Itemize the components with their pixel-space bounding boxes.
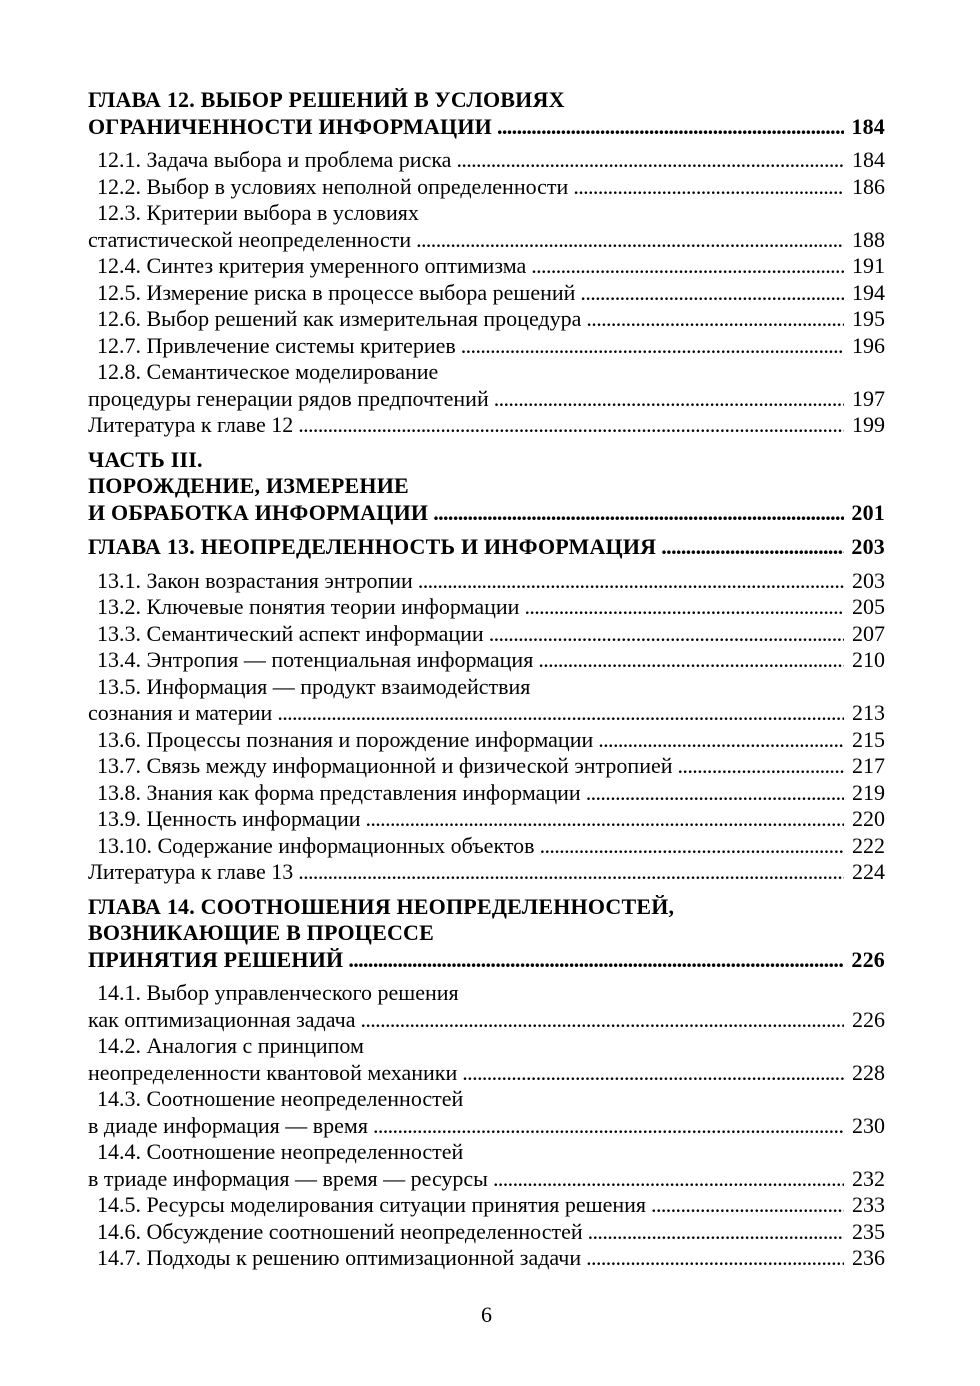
toc-line xyxy=(88,806,885,833)
toc-entry xyxy=(88,859,885,886)
toc-entry xyxy=(88,1192,885,1219)
toc-line-text: 13.4. Энтропия — потенциальная информация xyxy=(97,647,534,672)
toc-line xyxy=(88,1113,885,1140)
toc-page-number: 230 xyxy=(852,1112,885,1138)
toc-line xyxy=(88,1192,885,1219)
dot-leader xyxy=(524,594,844,621)
toc-line xyxy=(88,200,885,227)
toc-line-text: 13.8. Знания как форма представления информации xyxy=(97,779,581,805)
toc-line xyxy=(88,859,885,886)
toc-line-text: 13.2. Ключевые понятия теории информации xyxy=(97,594,520,619)
toc-page-number: 222 xyxy=(852,832,885,858)
toc-line-text: ПРИНЯТИЯ РЕШЕНИЙ xyxy=(88,946,344,972)
dot-leader xyxy=(538,647,844,674)
toc-page-number: 186 xyxy=(852,173,885,199)
toc-line-text: 14.6. Обсуждение соотношений неопределенностей xyxy=(97,1218,583,1244)
toc-line xyxy=(88,647,885,674)
toc-line xyxy=(88,534,885,561)
toc-line-text: ГЛАВА 13. НЕОПРЕДЕЛЕННОСТЬ И ИНФОРМАЦИЯ xyxy=(88,534,657,559)
toc-chapter-heading xyxy=(88,894,885,974)
dot-leader xyxy=(298,859,844,886)
toc-line xyxy=(88,920,885,947)
toc-entry xyxy=(88,753,885,780)
dot-leader xyxy=(661,534,844,561)
dot-leader xyxy=(598,727,844,754)
toc xyxy=(88,87,885,1272)
toc-line-text: неопределенности квантовой механики xyxy=(88,1059,458,1085)
toc-line xyxy=(88,947,885,974)
dot-leader xyxy=(456,147,844,174)
dot-leader xyxy=(497,114,844,141)
toc-line xyxy=(88,1139,885,1166)
toc-line-text: ЧАСТЬ III. xyxy=(88,446,203,472)
toc-line xyxy=(88,473,885,500)
toc-page-number: 226 xyxy=(852,1006,885,1032)
toc-line-text: ПОРОЖДЕНИЕ, ИЗМЕРЕНИЕ xyxy=(88,473,409,498)
dot-leader xyxy=(586,780,844,807)
toc-line-text: процедуры генерации рядов предпочтений xyxy=(88,385,489,411)
toc-line-text: ГЛАВА 12. ВЫБОР РЕШЕНИЙ В УСЛОВИЯХ xyxy=(88,87,565,112)
toc-line xyxy=(88,412,885,439)
dot-leader xyxy=(433,500,844,527)
dot-leader xyxy=(489,621,844,648)
toc-page-number: 232 xyxy=(852,1165,885,1191)
toc-chapter-heading xyxy=(88,534,885,561)
toc-line-text: 13.3. Семантический аспект информации xyxy=(97,620,484,646)
toc-entry xyxy=(88,647,885,674)
toc-entry xyxy=(88,280,885,307)
toc-page-number: 195 xyxy=(852,306,885,331)
toc-line xyxy=(88,727,885,754)
toc-page-number: 191 xyxy=(852,253,885,278)
toc-line xyxy=(88,1166,885,1193)
toc-page-number: 228 xyxy=(852,1059,885,1085)
toc-line-text: в триаде информация — время — ресурсы xyxy=(88,1165,488,1191)
toc-entry xyxy=(88,200,885,253)
toc-line-text: 13.7. Связь между информационной и физической энтропией xyxy=(97,753,673,778)
toc-line-text: 13.9. Ценность информации xyxy=(97,806,361,831)
toc-entry xyxy=(88,412,885,439)
toc-line xyxy=(88,306,885,333)
dot-leader xyxy=(588,1219,844,1246)
toc-entry xyxy=(88,306,885,333)
toc-page-number: 233 xyxy=(852,1192,885,1217)
dot-leader xyxy=(277,700,844,727)
toc-line-text: ВОЗНИКАЮЩИЕ В ПРОЦЕССЕ xyxy=(88,920,435,945)
toc-line xyxy=(88,333,885,360)
dot-leader xyxy=(298,412,844,439)
toc-entry xyxy=(88,594,885,621)
dot-leader xyxy=(531,253,844,280)
toc-line xyxy=(88,568,885,595)
toc-entry xyxy=(88,1139,885,1192)
toc-line-text: И ОБРАБОТКА ИНФОРМАЦИИ xyxy=(88,499,429,525)
toc-line-text: 13.1. Закон возрастания энтропии xyxy=(97,567,413,593)
toc-entry xyxy=(88,1086,885,1139)
toc-entry xyxy=(88,727,885,754)
toc-line-text: 12.7. Привлечение системы критериев xyxy=(97,332,456,358)
toc-line xyxy=(88,1245,885,1272)
toc-line-text: 14.7. Подходы к решению оптимизационной задачи xyxy=(97,1245,582,1270)
toc-page-number: 226 xyxy=(851,946,885,972)
dot-leader xyxy=(462,1060,844,1087)
toc-line xyxy=(88,147,885,174)
toc-page-number: 213 xyxy=(852,700,885,725)
toc-line xyxy=(88,780,885,807)
toc-line-text: 14.4. Соотношение неопределенностей xyxy=(97,1139,464,1164)
dot-leader xyxy=(348,947,844,974)
page-footer-number: 6 xyxy=(481,1301,492,1327)
toc-line-text: ГЛАВА 14. СООТНОШЕНИЯ НЕОПРЕДЕЛЕННОСТЕЙ, xyxy=(88,893,675,919)
toc-line-text: 13.6. Процессы познания и порождение информации xyxy=(97,726,594,752)
toc-line-text: 13.10. Содержание информационных объектов xyxy=(97,832,535,858)
toc-entry xyxy=(88,806,885,833)
toc-chapter-heading xyxy=(88,87,885,140)
toc-line xyxy=(88,1033,885,1060)
toc-page-number: 201 xyxy=(851,499,885,525)
toc-line-text: Литература к главе 13 xyxy=(88,859,294,884)
toc-page-number: 203 xyxy=(852,567,885,593)
toc-line xyxy=(88,1219,885,1246)
dot-leader xyxy=(418,568,844,595)
toc-line-text: как оптимизационная задача xyxy=(88,1006,356,1032)
toc-line xyxy=(88,227,885,254)
toc-page-number: 207 xyxy=(852,620,885,646)
toc-page-number: 210 xyxy=(852,647,885,672)
toc-page-number: 196 xyxy=(852,332,885,358)
toc-entry xyxy=(88,568,885,595)
dot-leader xyxy=(416,227,844,254)
toc-line xyxy=(88,1060,885,1087)
toc-entry xyxy=(88,253,885,280)
toc-page-number: 217 xyxy=(852,753,885,778)
toc-part-heading xyxy=(88,447,885,527)
toc-line xyxy=(88,359,885,386)
dot-leader xyxy=(586,306,844,333)
dot-leader xyxy=(573,174,844,201)
toc-entry xyxy=(88,174,885,201)
toc-line-text: 14.3. Соотношение неопределенностей xyxy=(97,1086,464,1111)
dot-leader xyxy=(493,1166,844,1193)
toc-page-number: 235 xyxy=(852,1218,885,1244)
dot-leader xyxy=(580,280,844,307)
toc-entry xyxy=(88,1219,885,1246)
toc-line-text: 12.2. Выбор в условиях неполной определенности xyxy=(97,173,569,199)
toc-page-number: 215 xyxy=(852,726,885,752)
toc-entry xyxy=(88,1245,885,1272)
toc-entry xyxy=(88,147,885,174)
toc-page-number: 224 xyxy=(852,859,885,884)
toc-line-text: 12.4. Синтез критерия умеренного оптимизма xyxy=(97,253,527,278)
toc-page-number: 203 xyxy=(851,534,885,559)
toc-line xyxy=(88,386,885,413)
toc-page-number: 197 xyxy=(852,385,885,411)
toc-page-number: 199 xyxy=(852,412,885,437)
toc-line xyxy=(88,980,885,1007)
toc-line xyxy=(88,1007,885,1034)
toc-line xyxy=(88,833,885,860)
toc-page-number: 236 xyxy=(852,1245,885,1270)
toc-line-text: 12.3. Критерии выбора в условиях xyxy=(97,200,419,225)
toc-line-text: сознания и материи xyxy=(88,700,273,725)
dot-leader xyxy=(365,806,844,833)
toc-line-text: 13.5. Информация — продукт взаимодействия xyxy=(97,673,531,699)
toc-line xyxy=(88,594,885,621)
toc-line-text: 12.5. Измерение риска в процессе выбора решений xyxy=(97,279,576,305)
dot-leader xyxy=(651,1192,844,1219)
toc-line xyxy=(88,1086,885,1113)
dot-leader xyxy=(461,333,844,360)
dot-leader xyxy=(540,833,844,860)
toc-page-number: 184 xyxy=(852,147,885,172)
dot-leader xyxy=(373,1113,844,1140)
dot-leader xyxy=(678,753,844,780)
toc-page-number: 184 xyxy=(851,113,885,139)
toc-page-number: 219 xyxy=(852,779,885,805)
toc-entry xyxy=(88,674,885,727)
toc-line xyxy=(88,447,885,474)
toc-line xyxy=(88,894,885,921)
toc-entry xyxy=(88,980,885,1033)
dot-leader xyxy=(494,386,844,413)
toc-line-text: в диаде информация — время xyxy=(88,1112,368,1138)
toc-line xyxy=(88,621,885,648)
toc-entry xyxy=(88,1033,885,1086)
toc-entry xyxy=(88,621,885,648)
toc-line-text: статистической неопределенности xyxy=(88,226,412,252)
toc-line xyxy=(88,87,885,114)
toc-entry xyxy=(88,333,885,360)
toc-line-text: 12.8. Семантическое моделирование xyxy=(97,359,439,384)
toc-line xyxy=(88,280,885,307)
toc-line xyxy=(88,500,885,527)
toc-line xyxy=(88,700,885,727)
toc-page-number: 205 xyxy=(852,594,885,619)
toc-line xyxy=(88,114,885,141)
toc-line-text: 12.6. Выбор решений как измерительная процедура xyxy=(97,306,582,331)
toc-line-text: 14.2. Аналогия с принципом xyxy=(97,1033,364,1058)
toc-page-number: 220 xyxy=(852,806,885,831)
toc-line xyxy=(88,174,885,201)
toc-line-text: 14.1. Выбор управленческого решения xyxy=(97,980,459,1005)
toc-entry xyxy=(88,780,885,807)
dot-leader xyxy=(586,1245,844,1272)
toc-entry xyxy=(88,833,885,860)
toc-line xyxy=(88,253,885,280)
toc-page-number: 188 xyxy=(852,226,885,252)
toc-line-text: 14.5. Ресурсы моделирования ситуации принятия решения xyxy=(97,1192,647,1217)
toc-entry xyxy=(88,359,885,412)
toc-line xyxy=(88,674,885,701)
toc-page-number: 194 xyxy=(852,279,885,305)
dot-leader xyxy=(360,1007,844,1034)
toc-line xyxy=(88,753,885,780)
toc-line-text: ОГРАНИЧЕННОСТИ ИНФОРМАЦИИ xyxy=(88,113,492,139)
toc-line-text: 12.1. Задача выбора и проблема риска xyxy=(97,147,452,172)
toc-line-text: Литература к главе 12 xyxy=(88,412,294,437)
